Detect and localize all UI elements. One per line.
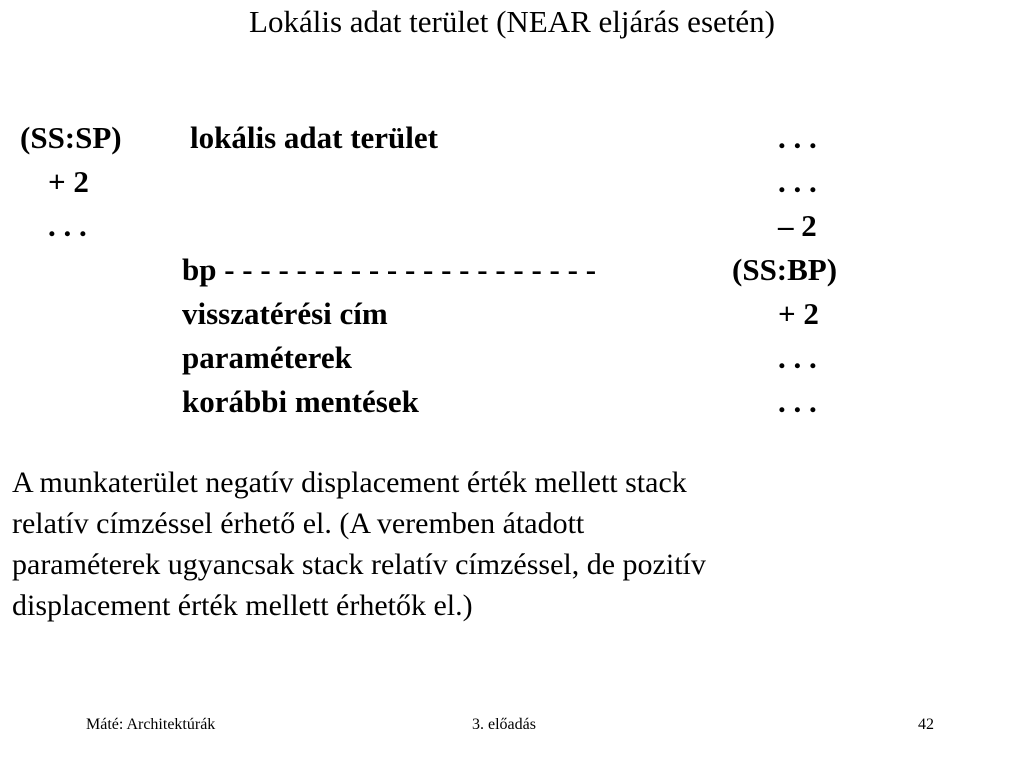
ellipsis-right-1: . . . xyxy=(778,120,817,155)
explanation-paragraph xyxy=(12,462,1002,626)
minus-two-label: – 2 xyxy=(778,208,817,243)
slide-title: Lokális adat terület (NEAR eljárás esetén) xyxy=(249,4,775,39)
ellipsis-left: . . . xyxy=(48,208,87,243)
footer-lecture: 3. előadás xyxy=(472,716,536,733)
footer-page-number: 42 xyxy=(918,716,934,733)
paragraph-line: relatív címzéssel érhető el. (A veremben átadott xyxy=(12,507,585,540)
ss-bp-label: (SS:BP) xyxy=(732,252,838,287)
ellipsis-right-4: . . . xyxy=(778,384,817,419)
plus-two-label-left: + 2 xyxy=(48,164,89,199)
paragraph-line: displacement érték mellett érhetők el.) xyxy=(12,589,473,622)
earlier-saves-label: korábbi mentések xyxy=(182,384,419,419)
bp-dashed-line: bp - - - - - - - - - - - - - - - - - - - - - xyxy=(182,252,597,287)
paragraph-line: A munkaterület negatív displacement érték mellett stack xyxy=(12,466,687,499)
plus-two-label-right: + 2 xyxy=(778,296,819,331)
ss-sp-label: (SS:SP) xyxy=(20,120,122,155)
paragraph-line: paraméterek ugyancsak stack relatív címzéssel, de pozitív xyxy=(12,548,706,581)
ellipsis-right-3: . . . xyxy=(778,340,817,375)
local-data-area-label: lokális adat terület xyxy=(190,120,438,155)
parameters-label: paraméterek xyxy=(182,340,352,375)
return-address-label: visszatérési cím xyxy=(182,296,388,331)
ellipsis-right-2: . . . xyxy=(778,164,817,199)
footer-author: Máté: Architektúrák xyxy=(86,716,216,733)
